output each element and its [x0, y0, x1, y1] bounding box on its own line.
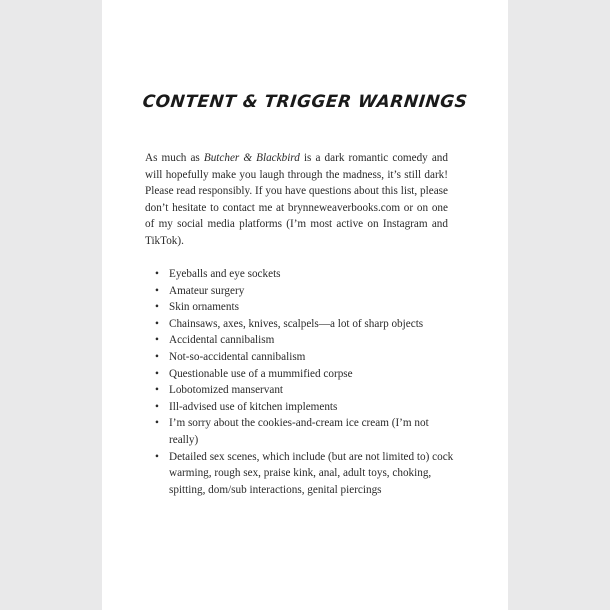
list-item-text: Questionable use of a mummified corpse [169, 367, 353, 380]
list-item-text: Chainsaws, axes, knives, scalpels—a lot of sharp objects [169, 317, 424, 330]
bullet-icon: • [155, 417, 159, 430]
intro-text-end: is a dark romantic comedy and will hopefully make you laugh through the madness, it’s still dark! Please read responsibly. If you have questions about this list, please don’t hesitate to contact me at brynneweaverbooks.com or on one of my social media platforms (I’m most active on Instagram and TikTok). [145, 152, 448, 247]
list-item [154, 415, 454, 448]
bullet-icon: • [155, 284, 159, 297]
list-item [154, 349, 454, 366]
bullet-icon: • [155, 367, 159, 380]
warnings-list [154, 266, 454, 498]
list-item [154, 266, 454, 283]
list-item-text: Detailed sex scenes, which include (but are not limited to) cock warming, rough sex, praise kink, anal, adult toys, choking, spitting, dom/sub interactions, genital piercings [169, 450, 454, 496]
bullet-icon: • [155, 301, 159, 314]
list-item-text: Accidental cannibalism [169, 334, 275, 347]
list-item-text: Eyeballs and eye sockets [169, 268, 281, 280]
intro-paragraph [145, 150, 448, 250]
page-heading: CONTENT & TRIGGER WARNINGS [141, 92, 469, 112]
list-item-text: Ill-advised use of kitchen implements [169, 400, 338, 413]
bullet-icon: • [155, 268, 159, 280]
list-item [154, 366, 454, 383]
book-page [102, 0, 508, 610]
list-item [154, 399, 454, 416]
list-item [154, 316, 454, 333]
bullet-icon: • [155, 450, 159, 463]
list-item-text: I’m sorry about the cookies-and-cream ice cream (I’m not really) [169, 417, 429, 446]
list-item-text: Not-so-accidental cannibalism [169, 350, 306, 363]
intro-text-start: As much as [145, 152, 204, 164]
bullet-icon: • [155, 350, 159, 363]
bullet-icon: • [155, 317, 159, 330]
list-item-text: Amateur surgery [169, 284, 245, 297]
list-item [154, 299, 454, 316]
bullet-icon: • [155, 384, 159, 397]
bullet-icon: • [155, 334, 159, 347]
list-item [154, 382, 454, 399]
book-title: Butcher & Blackbird [203, 152, 300, 164]
list-item [154, 449, 454, 499]
bullet-icon: • [155, 400, 159, 413]
list-item-text: Skin ornaments [169, 301, 239, 314]
list-item-text: Lobotomized manservant [169, 384, 284, 397]
list-item [154, 283, 454, 300]
list-item [154, 332, 454, 349]
